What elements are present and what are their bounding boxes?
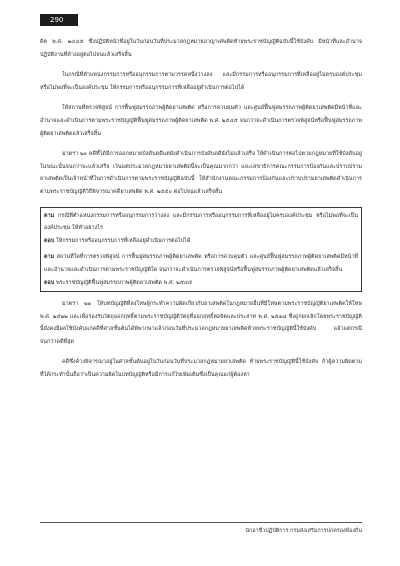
- footer-divider: [40, 522, 362, 523]
- qa-text: พระราชบัญญัติฟื้นฟูสมรรถภาพผู้ติดยาเสพติด พ.ศ. ๒๕๔๕: [56, 279, 193, 286]
- paragraph: มาตรา ๒๐ คดีที่ได้มีการออกหมายบังคับคดีแต่ยังดำเนินการบังคับคดียังไม่แล้วเสร็จ ให้ดำเนินการต่อไปตามกฎหมายที่ใช้บังคับอยู่ในขณะนั้นจนกว่าจะแล้วเสร็จ เว้นแต่ประมวลกฎหมายยาเสพติดนี้จะเป็นคุณมากกว่า และเลขาธิการคณะกรรมการป้องกันและปราบปรามยาเสพติดเป็นเจ้าหน้าที่ในการดำเนินการตามพระราชบัญญัติฉบับนี้ ให้สำนักงานคณะกรรมการป้องกันและปราบปรามยาเสพติดดำเนินการตามพระราชบัญญัติวิธีพิจารณาคดียาเสพติด พ.ศ. ๒๕๕๐ ต่อไปจนแล้วเสร็จสิ้น: [40, 151, 362, 195]
- paragraph: ให้สถานที่ตรวจพิสูจน์ การฟื้นฟูสมรรถภาพผู้ติดยาเสพติด หรือการควบคุมตัว และศูนย์ฟื้นฟูสมรรถภาพผู้ติดยาเสพติดมีหน้าที่และอำนาจและดำเนินการตามพระราชบัญญัติฟื้นฟูสมรรถภาพผู้ติดยาเสพติด พ.ศ. ๒๕๔๕ จนกว่าจะดำเนินการตรวจพิสูจน์หรือฟื้นฟูสมรรถภาพผู้ติดยาเสพติดแล้วเสร็จสิ้น: [40, 105, 362, 137]
- qa-label: ตอบ: [44, 279, 55, 286]
- qa-text: สถานที่ใดที่การตรวจพิสูจน์ การฟื้นฟูสมรรถภาพผู้ติดยาเสพติด หรือการควบคุมตัว และศูนย์ฟื้นฟูสมรรถภาพผู้ติดยาเสพติดมีหน้าที่และอำนาจและดำเนินการตามพระราชบัญญัติใด จนกว่าจะดำเนินการตรวจพิสูจน์หรือฟื้นฟูสมรรถภาพผู้ติดยาเสพติดแล้วเสร็จสิ้น: [44, 254, 359, 273]
- qa-label: ตาม: [44, 212, 55, 219]
- qa-label: ตอบ: [44, 237, 55, 244]
- footer-text: นักอาชีวปฏิบัติการ กรมส่งเสริมการปกครองท้องถิ่น: [245, 528, 362, 534]
- paragraph: ในกรณีที่ตำแหน่งกรรมการหรืออนุกรรมการตามวรรคหนึ่งว่างลง และมีกรรมการหรืออนุกรรมการที่เหลืออยู่ไม่ครบองค์ประชุม หรือไม่พอที่จะเป็นองค์ประชุม ให้กรรมการหรืออนุกรรมการที่เหลืออยู่ดำเนินการต่อไปได้: [40, 72, 362, 91]
- page-number-tab: 290: [40, 14, 78, 26]
- qa-text: กรณีที่ตำแหน่งกรรมการหรืออนุกรรมการว่างลง และมีกรรมการหรืออนุกรรมการที่เหลืออยู่ไม่ครบองค์ประชุม หรือไม่พอที่จะเป็นองค์ประชุม ให้ทำอย่างไร: [44, 212, 359, 232]
- qa-question: [44, 210, 358, 235]
- qa-answer: [44, 277, 358, 290]
- qa-box: [40, 207, 362, 293]
- qa-answer: [44, 235, 358, 248]
- paragraph: คดีซึ่งค้างพิจารณาอยู่ในศาลชั้นต้นอยู่ในวันก่อนวันที่ประมวลกฎหมายยาเสพติด ท้ายพระราชบัญญัตินี้ใช้บังคับ ถ้าผู้ความผิดตามที่ได้กระทำนั้นถือว่าเป็นความผิดในบทบัญญัติหรือมีการแก้ไขเพิ่มเติมซึ่งเป็นคุณแก่ผู้ต้องหา: [40, 359, 362, 379]
- qa-text: ให้กรรมการหรืออนุกรรมการที่เหลืออยู่ดำเนินการต่อไปได้: [56, 237, 191, 244]
- paragraph: ดิต พ.ศ. ๒๔๔๕ ซึ่งปฏิบัติหน้าที่อยู่ในวันก่อนวันที่ประมวลกฎหมายอาญาเศษติดท้ายพระราชบัญญัติฉบับนี้ใช้บังคับ มีหน้าที่และอำนาจปฏิบัติงานที่ค้างอยู่ต่อไปจนแล้วเสร็จสิ้น: [40, 39, 362, 58]
- qa-label: ตาม: [44, 254, 55, 261]
- qa-question: [44, 251, 358, 276]
- paragraph: มาตรา ๒๑ ให้บทบัญญัติที่ลงโทษผู้กระทำความผิดเกี่ยวกับยาเสพติดในกฎหมายอื่นที่มีโทษตามพระราชบัญญัติยาเสพติดให้โทษ พ.ศ. ๒๕๒๒ และเพื่อรองรับวัตถุออกฤทธิ์ตามพระราชบัญญัติวัตถุที่ออกฤทธิ์ต่อจิตและประสาท พ.ศ. ๒๕๑๘ ซึ่งถูกยกเลิกโดยพระราชบัญญัตินี้ยังคงมีผลใช้บังคับแก่คดีที่ศาลชั้นต้นได้พิพากษาแล้วก่อนวันที่ประมวลกฎหมายยาเสพติดท้ายพระราชบัญญัตินี้ใช้บังคับ แล้วแต่กรณี จนกว่าคดีที่สุด: [40, 301, 362, 345]
- document-body: [40, 36, 362, 390]
